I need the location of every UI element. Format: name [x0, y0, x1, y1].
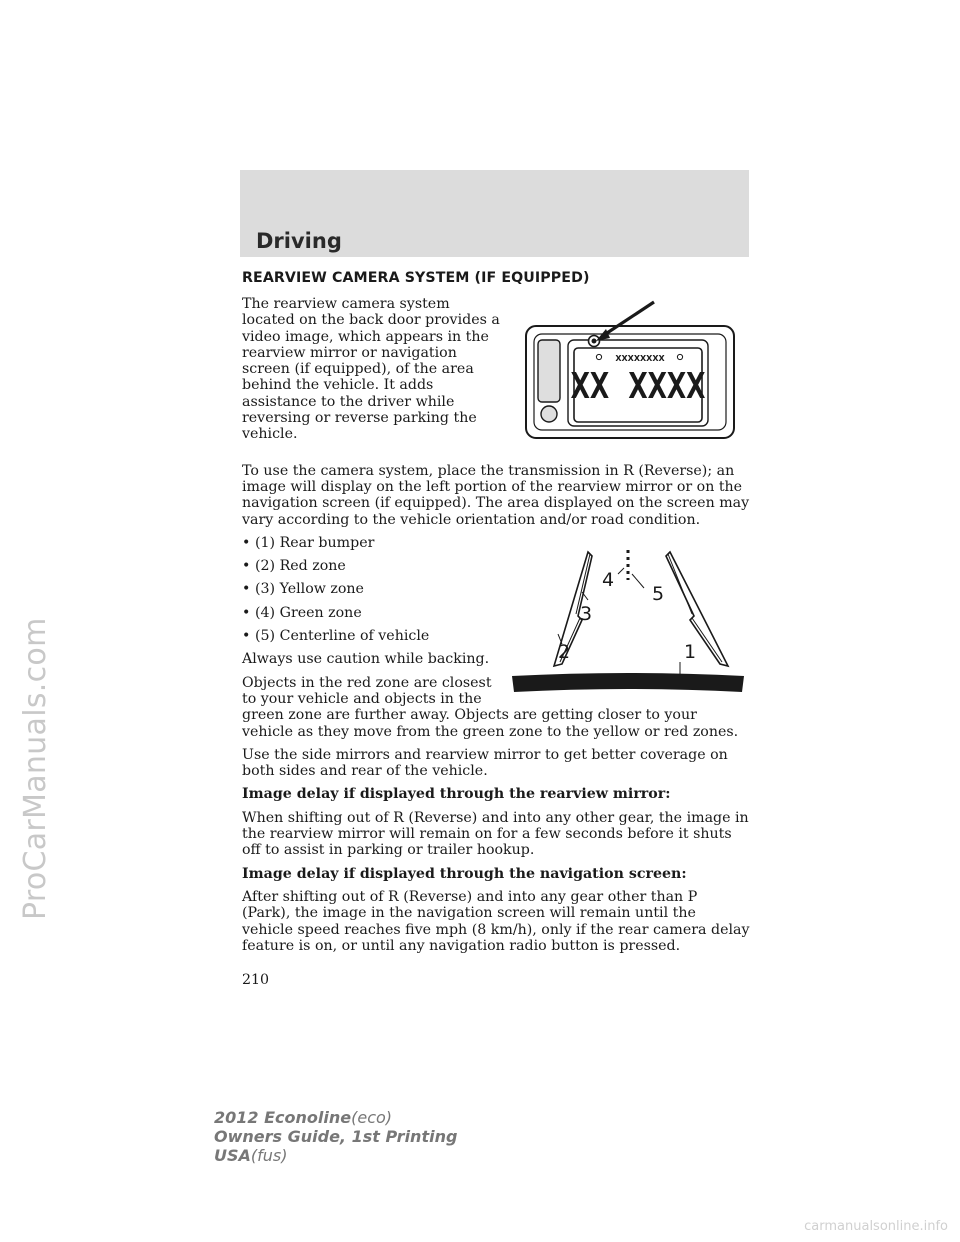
label-4-leader: [618, 568, 624, 574]
side-watermark: [6, 420, 76, 1020]
camera-location-figure: [524, 300, 736, 440]
side-watermark-text: ProCarManuals.com: [18, 617, 53, 920]
usage-paragraph: To use the camera system, place the transmission in R (Reverse); an image will display on the left portion of the rearview mirror or on the navigation screen (if equipped). The area displayed on the screen may vary according to the vehicle orientation and/or road condition.: [242, 462, 750, 528]
delay-mirror-heading: Image delay if displayed through the rearview mirror:: [242, 786, 671, 803]
zones-paragraph-end: green zone are further away. Objects are getting closer to your vehicle as they move from the green zone to the yellow or red zones.: [242, 707, 739, 740]
section-title: Driving: [256, 229, 342, 253]
page-footer: [214, 1108, 457, 1165]
zone-label-3: 3: [580, 603, 593, 625]
caution-text: Always use caution while backing.: [242, 651, 490, 668]
delay-nav-text: After shifting out of R (Reverse) and into any gear other than P (Park), the image in the navigation screen will remain until the vehicle speed reaches five mph (8 km/h), only if the rear camera delay feature is on, or until any navigation radio button is pressed.: [242, 888, 750, 954]
side-lamp: [538, 340, 560, 402]
camera-lens-center: [592, 339, 597, 344]
plate-small-text: XXXXXXXX: [615, 354, 665, 363]
intro-paragraph: The rearview camera system located on the back door provides a video image, which appears in the rearview mirror or navigation screen (if equipped), of the area behind the vehicle. It adds assistance to the driver while reversing or reverse parking the vehicle.: [242, 296, 500, 443]
plate-main-text: XX XXXX: [570, 365, 706, 407]
right-guide-inner: [668, 554, 692, 614]
list-item: • (5) Centerline of vehicle: [242, 628, 430, 645]
page-number: 210: [242, 972, 270, 988]
footer-region-line: USA(fus): [214, 1146, 288, 1165]
list-item: • (1) Rear bumper: [242, 534, 375, 551]
release-button-icon: [541, 406, 557, 422]
zone-label-2: 2: [558, 641, 571, 663]
rear-bumper: [512, 673, 744, 692]
zone-label-1: 1: [684, 641, 697, 663]
list-item: • (2) Red zone: [242, 558, 346, 575]
footer-guide-line: Owners Guide, 1st Printing: [214, 1127, 458, 1146]
section-header: [240, 170, 749, 257]
right-guide-line: [666, 552, 728, 666]
brand-watermark: carmanualsonline.info: [804, 1219, 948, 1234]
zone-label-5: 5: [652, 583, 665, 605]
zone-label-4: 4: [602, 569, 615, 591]
delay-mirror-text: When shifting out of R (Reverse) and into any other gear, the image in the rearview mirror will remain on for a few seconds before it shuts off to assist in parking or trailer hookup.: [242, 809, 749, 859]
mirrors-paragraph: Use the side mirrors and rearview mirror to get better coverage on both sides and rear of the vehicle.: [242, 746, 728, 780]
list-item: • (3) Yellow zone: [242, 581, 364, 598]
page-title: REARVIEW CAMERA SYSTEM (IF EQUIPPED): [242, 270, 590, 286]
delay-nav-heading: Image delay if displayed through the navigation screen:: [242, 865, 687, 882]
camera-zones-figure: [510, 544, 746, 700]
zones-paragraph-start: Objects in the red zone are closest to your vehicle and objects in the: [242, 674, 492, 707]
list-item: • (4) Green zone: [242, 604, 362, 621]
label-5-leader: [632, 574, 644, 588]
footer-model-line: 2012 Econoline(eco): [214, 1108, 393, 1127]
